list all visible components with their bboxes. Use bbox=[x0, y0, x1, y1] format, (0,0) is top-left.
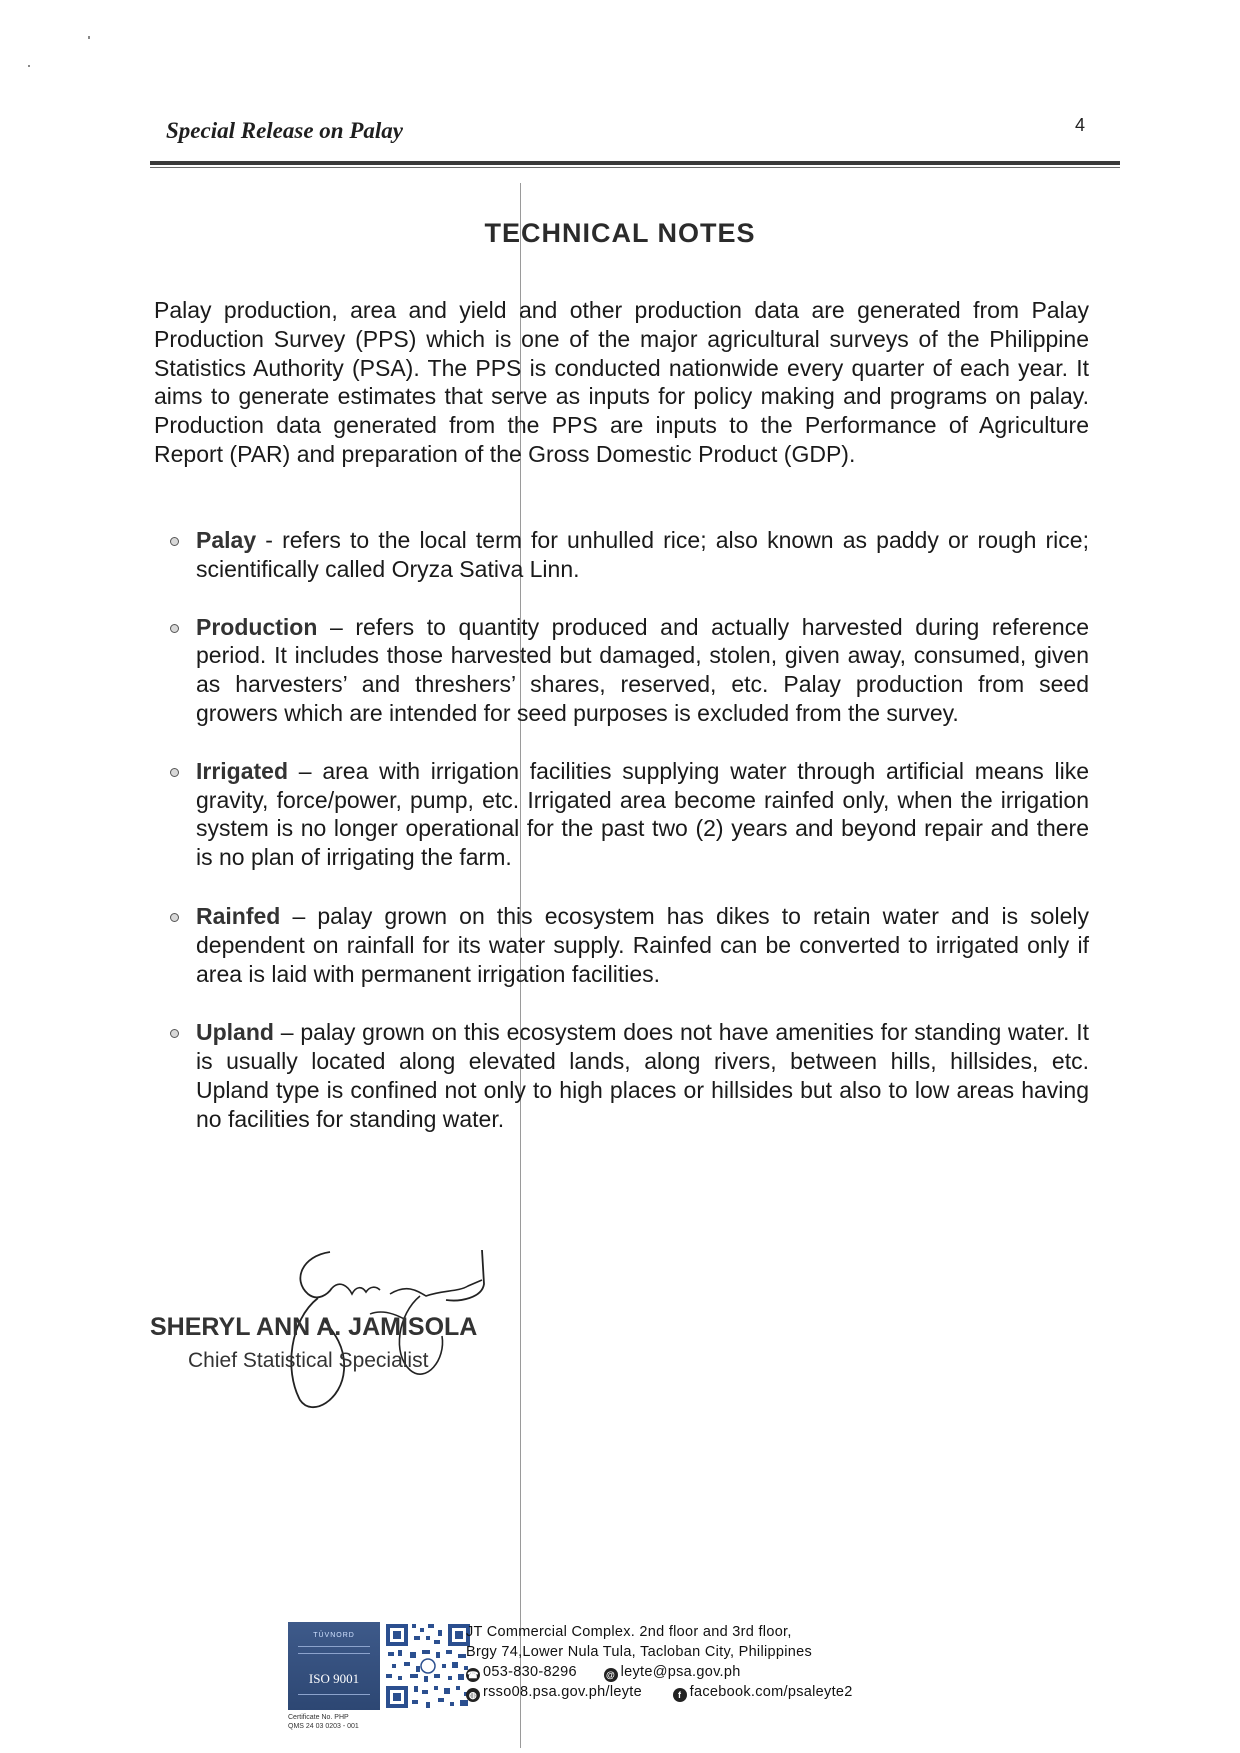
definition-text: palay grown on this ecosystem does not have amenities for standing water. It is usually located along elevated lands, along rivers, between hills, hillsides, etc. Upland type is confined not only to high places or hillsides but also to low areas having no facilities for standing water. bbox=[196, 1019, 1089, 1132]
address-line: Brgy 74,Lower Nula Tula, Tacloban City, Philippines bbox=[466, 1644, 813, 1660]
definition-separator: – bbox=[288, 757, 323, 784]
definition-item bbox=[154, 757, 1089, 872]
bullet-icon bbox=[170, 1029, 179, 1038]
running-head: Special Release on Palay bbox=[166, 118, 403, 143]
bullet-icon bbox=[170, 537, 179, 546]
definition-item bbox=[154, 613, 1089, 728]
scan-speck bbox=[28, 65, 30, 67]
facebook-icon: f bbox=[673, 1688, 687, 1702]
iso-badge-line bbox=[298, 1653, 370, 1654]
definition-separator: – bbox=[280, 902, 318, 929]
definition-item bbox=[154, 1018, 1089, 1133]
footer bbox=[288, 1622, 1008, 1752]
signatory-title: Chief Statistical Specialist bbox=[188, 1349, 429, 1372]
phone-number[interactable]: 053-830-8296 bbox=[483, 1664, 577, 1680]
intro-paragraph: Palay production, area and yield and other production data are generated from Palay Production Survey (PPS) which is one of the major agricultural surveys of the Philippine Statistics Authority (PSA). The PPS is conducted nationwide every quarter of each year. It aims to generate estimates that serve as inputs for policy making and programs on palay. Production data generated from the PPS are inputs to the Performance of Agriculture Report (PAR) and preparation of the Gross Domestic Product (GDP). bbox=[154, 297, 1089, 467]
definition-text: refers to quantity produced and actually harvested during reference period. It includes those harvested but damaged, stolen, given away, consumed, given as harvesters’ and threshers’ shares, reserved, etc. Palay production from seed growers which are intended for seed purposes is excluded from the survey. bbox=[196, 613, 1090, 726]
iso-brand-text: TÜVNORD bbox=[313, 1632, 355, 1639]
globe-icon: ◍ bbox=[466, 1688, 480, 1702]
definition-separator: - bbox=[256, 527, 283, 553]
definition-item bbox=[154, 526, 1089, 584]
iso-badge-line bbox=[298, 1646, 370, 1647]
contact-info bbox=[466, 1622, 1006, 1702]
definition-item bbox=[154, 902, 1089, 988]
definition-text: refers to the local term for unhulled rice; also known as paddy or rough rice; scientifically called Oryza Sativa Linn. bbox=[196, 527, 1089, 582]
iso-label: ISO 9001 bbox=[308, 1671, 360, 1686]
page-title: TECHNICAL NOTES bbox=[484, 218, 756, 248]
definitions-list bbox=[154, 526, 1089, 1134]
phone-email-row bbox=[466, 1662, 1006, 1682]
iso-certification-badge bbox=[288, 1622, 380, 1710]
bullet-icon bbox=[170, 624, 179, 633]
iso-badge-line bbox=[298, 1694, 370, 1695]
definition-text: palay grown on this ecosystem has dikes to retain water and is solely dependent on rainfall for its water supply. Rainfed can be converted to irrigated only if area is laid with permanent irrigation facilities. bbox=[196, 902, 1089, 987]
header-rule bbox=[150, 161, 1120, 165]
web-social-row bbox=[466, 1682, 1006, 1702]
certificate-line: QMS 24 03 0203 - 001 bbox=[288, 1723, 359, 1730]
definition-text: area with irrigation facilities supplying water through artificial means like gravity, force/power, pump, etc. Irrigated area become rainfed only, when the irrigation system is no longer operational for the past two (2) years and beyond repair and there is no plan of irrigating the farm. bbox=[196, 757, 1090, 871]
header-rule-thin bbox=[150, 167, 1120, 168]
address-line: JT Commercial Complex. 2nd floor and 3rd floor, bbox=[466, 1624, 792, 1640]
qr-code-icon[interactable] bbox=[384, 1622, 472, 1710]
facebook-link[interactable]: facebook.com/psaleyte2 bbox=[689, 1684, 853, 1700]
page-number: 4 bbox=[1075, 115, 1086, 135]
scan-speck bbox=[88, 36, 90, 39]
email-link[interactable]: leyte@psa.gov.ph bbox=[620, 1664, 741, 1680]
definition-term: Palay bbox=[196, 527, 257, 553]
definition-term: Irrigated bbox=[196, 757, 289, 784]
phone-icon: ☎ bbox=[467, 1670, 479, 1680]
bullet-icon bbox=[170, 768, 179, 777]
signature-block bbox=[150, 1250, 570, 1410]
bullet-icon bbox=[170, 913, 179, 922]
signatory-name: SHERYL ANN A. JAMISOLA bbox=[150, 1313, 478, 1341]
website-link[interactable]: rsso08.psa.gov.ph/leyte bbox=[483, 1684, 642, 1700]
definition-term: Rainfed bbox=[196, 902, 281, 929]
definition-term: Production bbox=[196, 613, 318, 640]
definition-separator: – bbox=[317, 613, 356, 640]
certificate-number bbox=[288, 1713, 388, 1731]
definition-separator: – bbox=[273, 1019, 301, 1046]
email-icon: @ bbox=[604, 1668, 618, 1682]
certificate-line: Certificate No. PHP bbox=[288, 1714, 349, 1721]
definition-term: Upland bbox=[196, 1019, 274, 1046]
